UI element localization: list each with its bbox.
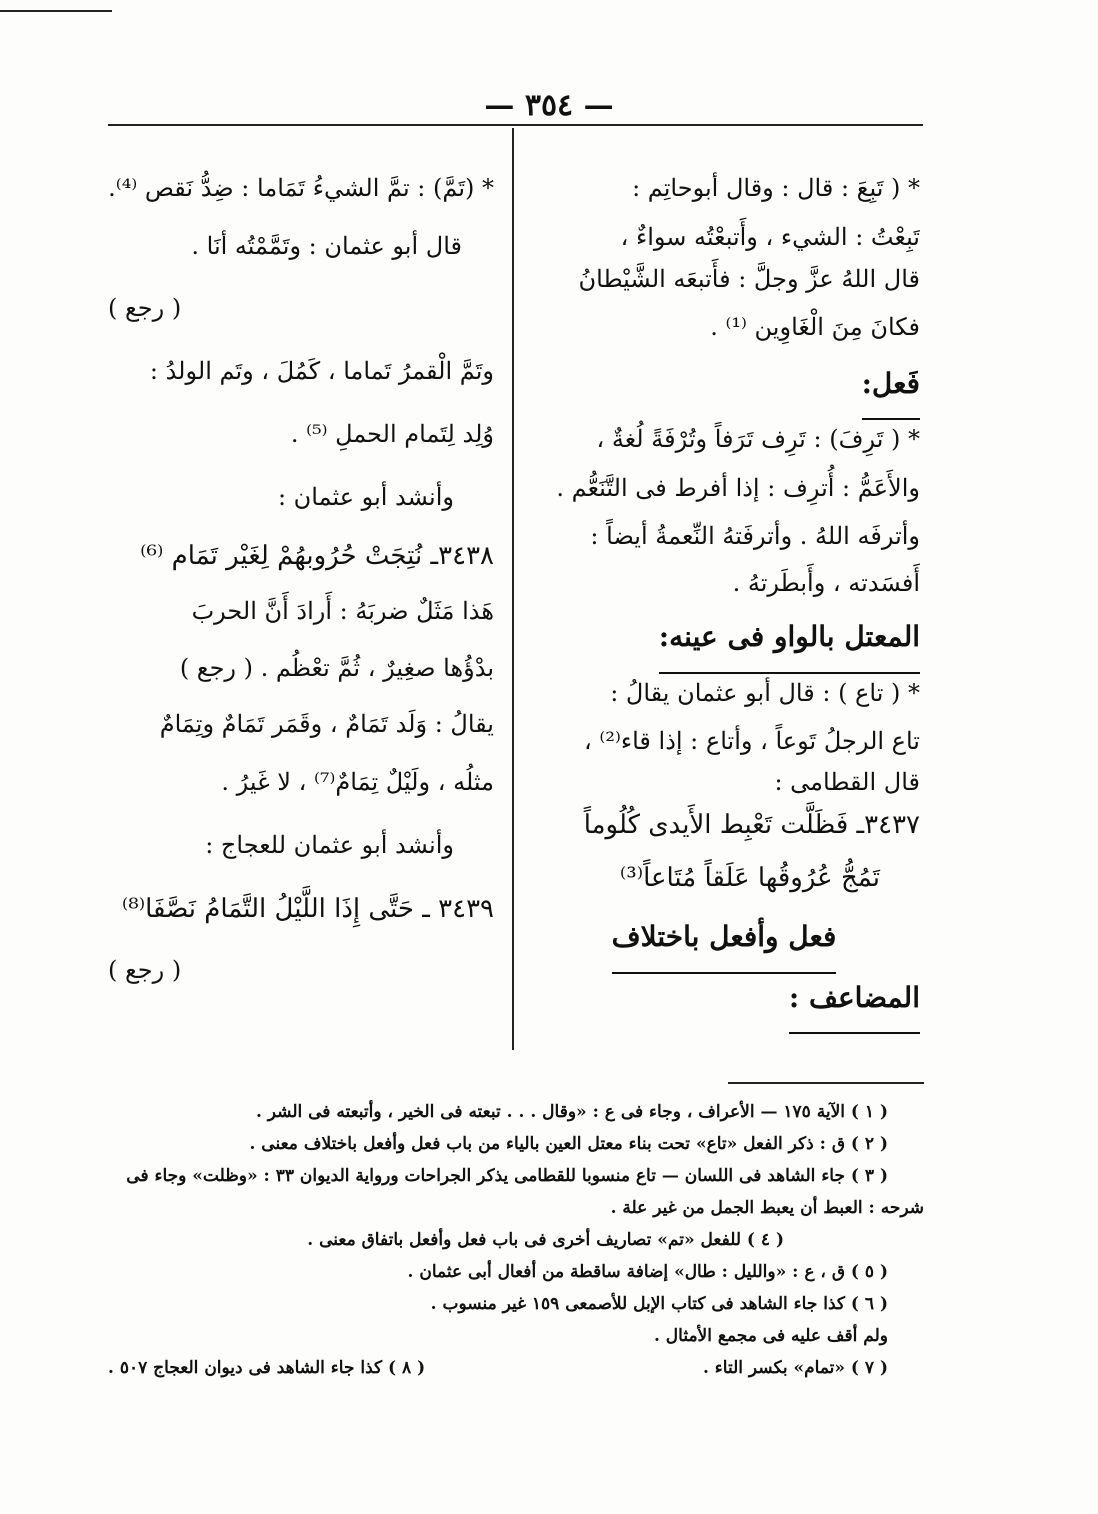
section-heading [528,906,920,968]
page-number: — ٣٥٤ — [484,88,614,123]
footnotes [108,1096,924,1384]
footnote-pair [108,1352,924,1384]
text-line: تاع الرجلُ تَوعاً ، وأتاع : إذا قاء⁽²⁾ ، [584,727,920,755]
footnote-8: ( ٨ ) كذا جاء الشاهد فى ديوان العجاج ٥٠٧ . [108,1358,426,1378]
footnote: ( ٥ ) ق ، ع : «والليل : طال» إضافة ساقطة من أفعال أبى عثمان . [407,1262,888,1282]
verse-line: ٣٤٣٨ـ نُتِجَتْ حُرُوبهُمْ لِغَيْر تَمَام ⁽⁶⁾ [140,541,494,571]
footnote: ( ١ ) الآية ١٧٥ — الأعراف ، وجاء فى ع : «وقال . . . تبعته فى الخير ، وأتبعته فى الشر . [255,1102,888,1122]
text-line: وأنشد أبو عثمان : [277,483,454,511]
header-rule [108,124,923,126]
top-edge-rule [0,10,112,12]
text-line: قال اللهُ عزَّ وجلَّ : فأَتبعَه الشَّيْطانُ [578,265,920,293]
footnote-7: ( ٧ ) «تمام» بكسر التاء . [702,1358,888,1378]
text-line: وتَمَّ الْقمرُ تَماما ، كَمُلَ ، وتَم الولدُ : [149,357,494,385]
text-line: مثلُه ، ولَيْلٌ تِمَامٌ⁽⁷⁾ ، لا غَيرُ . [221,768,494,796]
heading-ikhtilaf: فعل وأفعل باختلاف [612,906,837,974]
heading-mudaaf: المضاعف : [789,968,920,1034]
section-heading [528,968,920,1028]
text-line: * ( تَرِفَ) : تَرِف تَرَفاً وتُرْفَةً لُغةٌ ، [596,425,920,453]
text-line: وُلِد لِتَمام الحملِ ⁽⁵⁾ . [290,420,494,448]
section-heading [528,354,920,414]
marginal-note: ( رجع ) [108,956,182,984]
text-line: وأنشد أبو عثمان للعجاج : [205,831,454,859]
text-line: فكانَ مِنَ الْغَاوِين ⁽¹⁾ . [710,313,920,341]
footnote: ( ٣ ) جاء الشاهد فى اللسان — تاع منسوبا للقطامى يذكر الجراحات ورواية الديوان ٣٣ : «وظلت» وجاء فى [126,1166,888,1186]
text-line: قال أبو عثمان : وتَمَّمْتُه أنَا . [191,232,462,260]
text-line: * ( تَبِعَ : قال : وقال أبوحاتِم : [632,174,920,202]
heading-mutal: المعتل بالواو فى عينه: [659,606,920,674]
text-line: * ( تاع ) : قال أبو عثمان يقالُ : [610,679,920,707]
right-column [528,160,920,1028]
heading-faal: فَعل: [862,354,920,420]
text-line: تَبِعْتُ : الشيء ، وأَتبعْتُه سواءٌ ، [620,223,920,251]
text-line: قال القطامى : [774,768,920,796]
left-column [108,160,494,998]
text-line: والأَعَمُّ : أُترِف : إذا أفرط فى التَّنَعُّم . [556,474,920,502]
footnote: ( ٤ ) للفعل «تم» تصاريف أخرى فى باب فعل وأفعل باتفاق معنى . [307,1230,784,1250]
footnote-continuation: ولم أقف عليه فى مجمع الأمثال . [653,1326,888,1346]
verse-line: ٣٤٣٧ـ فَظَلَّت تَعْبِط الأَيدى كُلُوماً [583,810,920,840]
verse-line: تَمُجُّ عُرُوقُها عَلَقاً مُتَاعاً⁽³⁾ [619,863,880,893]
text-line: * (تَمَّ) : تمَّ الشيءُ تَمَاما : ضِدُّ نَقص ⁽⁴⁾. [108,174,494,202]
footnote-continuation: شرحه : العبط أن يعبط الجمل من غير علة . [610,1198,924,1218]
text-line: بدْؤُها صغِيرٌ ، ثُمَّ تعْظُم . ( رجع ) [179,654,494,682]
footnote-rule [728,1082,924,1084]
verse-line: ٣٤٣٩ ـ حَتَّى إِذَا اللَّيْلُ التَّمَامُ نَصَّفَا⁽⁸⁾ [121,894,494,924]
text-line: وأترفَه اللهُ . وأترفَتهُ النِّعمةُ أيضاً : [590,522,920,550]
marginal-note: ( رجع ) [108,294,182,322]
section-heading [528,606,920,668]
footnote: ( ٢ ) ق : ذكر الفعل «تاع» تحت بناء معتل العين بالياء من باب فعل وأفعل باختلاف معنى . [249,1134,888,1154]
footnote: ( ٦ ) كذا جاء الشاهد فى كتاب الإبل للأصمعى ١٥٩ غير منسوب . [430,1294,888,1314]
text-line: يقالُ : وَلَد تَمَامٌ ، وقَمَر تَمَامٌ وتِمَامٌ [159,710,494,738]
text-line: أَفسَدته ، وأَبطَرتهُ . [732,569,920,597]
column-divider [512,128,514,1050]
text-line: هَذا مَثَلٌ ضربَهُ : أَرادَ أَنَّ الحربَ [191,597,494,625]
